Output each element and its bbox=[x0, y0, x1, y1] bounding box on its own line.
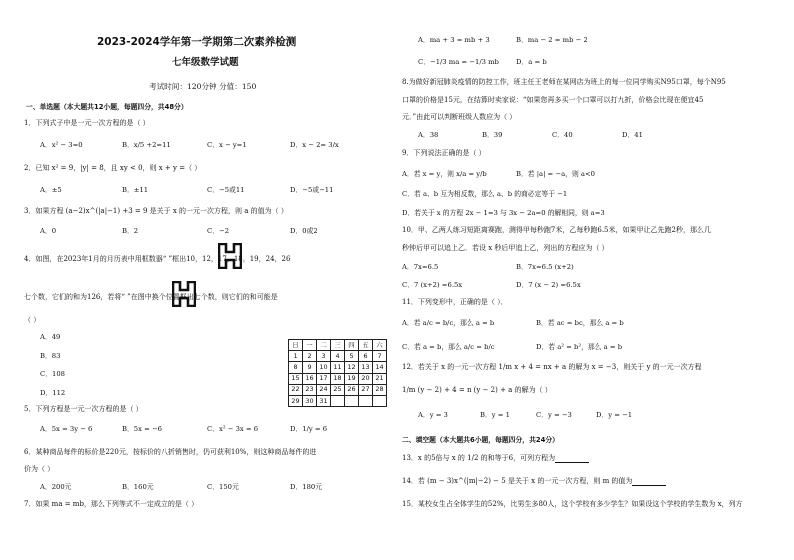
calendar-cell: 7 bbox=[373, 351, 387, 362]
q2-option-a: A．±5 bbox=[40, 186, 62, 194]
q5-option-b: B．5x = −6 bbox=[122, 425, 162, 433]
question-2: 2．已知 x² = 9，|y| = 8，且 xy < 0，则 x + y =（ ） bbox=[24, 164, 202, 172]
q7-option-d: D．a = b bbox=[516, 58, 547, 66]
calendar-cell: 18 bbox=[331, 373, 345, 384]
q9-option-b: B．若 |a| = −a，则 a<0 bbox=[516, 170, 595, 178]
calendar-cell: 13 bbox=[359, 362, 373, 373]
q1-option-a: A．x² − 3=0 bbox=[40, 141, 83, 149]
calendar-cell: 27 bbox=[359, 384, 373, 395]
calendar-cell: 3 bbox=[317, 351, 331, 362]
calendar-cell: 17 bbox=[317, 373, 331, 384]
calendar-cell: 1 bbox=[289, 351, 303, 362]
q4-option-d: D．112 bbox=[40, 389, 66, 397]
calendar-cell: 23 bbox=[303, 384, 317, 395]
q6-option-b: B．160元 bbox=[122, 483, 154, 491]
answer-blank-13[interactable] bbox=[555, 455, 589, 463]
calendar-cell: 14 bbox=[373, 362, 387, 373]
calendar-row bbox=[289, 351, 387, 362]
calendar-cell: 22 bbox=[289, 384, 303, 395]
frame-shape-icon bbox=[218, 243, 242, 269]
calendar-cell: 6 bbox=[359, 351, 373, 362]
left-column bbox=[22, 0, 387, 560]
calendar-header-cell: 五 bbox=[359, 340, 373, 351]
q8-option-c: C．40 bbox=[552, 131, 573, 139]
q9-option-a: A．若 x = y，则 x/a = y/b bbox=[402, 170, 487, 178]
calendar-cell: 30 bbox=[303, 395, 317, 406]
calendar-cell: 11 bbox=[331, 362, 345, 373]
q8-option-a: A．38 bbox=[418, 131, 439, 139]
calendar-cell: 12 bbox=[345, 362, 359, 373]
q4-option-c: C．108 bbox=[40, 370, 65, 378]
q4-option-b: B．83 bbox=[40, 352, 61, 360]
q7-option-b: B．ma − 2 = mb − 2 bbox=[516, 36, 588, 44]
q7-option-c: C．−1/3 ma = −1/3 mb bbox=[418, 58, 499, 66]
calendar-cell: 2 bbox=[303, 351, 317, 362]
q10-option-b: B．7x=6.5 (x+2) bbox=[516, 263, 574, 271]
calendar-cell: 8 bbox=[289, 362, 303, 373]
calendar-cell: 24 bbox=[317, 384, 331, 395]
q1-option-d: D．x − 2= 3/x bbox=[290, 141, 339, 149]
question-12-line1: 12．若关于 x 的一元一次方程 1/m x + 4 = nx + a 的解为 x = −3，则关于 y 的一元一次方程 bbox=[402, 363, 702, 371]
question-1: 1．下列式子中是一元一次方程的是（ ） bbox=[24, 119, 150, 127]
calendar-row bbox=[289, 384, 387, 395]
q1-option-c: C．x − y=1 bbox=[207, 141, 247, 149]
q7-option-a: A．ma + 3 = mb + 3 bbox=[418, 36, 490, 44]
question-10-line1: 10．甲、乙两人练习短距离赛跑，测得甲每秒跑7米，乙每秒跑6.5米，如果甲让乙先跑2秒，那么几 bbox=[402, 226, 711, 234]
question-11: 11．下列变形中，正确的是（ ）． bbox=[402, 298, 508, 306]
question-5: 5．下列方程是一元一次方程的是（ ） bbox=[24, 405, 143, 413]
calendar-header-cell: 三 bbox=[331, 340, 345, 351]
q12-option-b: B．y = 1 bbox=[480, 411, 510, 419]
question-10-line2: 秒钟后甲可以追上乙．若设 x 秒后甲追上乙，列出的方程应为（ ） bbox=[402, 244, 609, 252]
q12-option-c: C．y = −3 bbox=[536, 411, 572, 419]
question-4-line1: 4．如图，在2023年1月的月历表中用框数器“ ”框出10，12，17，18，19，24，26 bbox=[24, 255, 291, 263]
q3-option-c: C．−2 bbox=[207, 227, 230, 235]
calendar-header-row bbox=[289, 340, 387, 351]
q1-option-b: B．x/5 +2=11 bbox=[122, 141, 171, 149]
question-13-text: 13．x 的5倍与 x 的 1/2 的和等于6，可列方程为 bbox=[402, 454, 556, 462]
q12-option-a: A．y = 3 bbox=[418, 411, 448, 419]
q8-option-d: D．41 bbox=[622, 131, 643, 139]
calendar-row bbox=[289, 373, 387, 384]
question-6-line2: 价为（ ） bbox=[24, 465, 55, 473]
section-choice-heading: 一、单选题（本大题共12小题，每题四分，共48分） bbox=[26, 103, 188, 111]
q5-option-d: D．1/y = 6 bbox=[290, 425, 328, 433]
calendar-cell bbox=[331, 395, 345, 406]
exam-subtitle: 七年级数学试题 bbox=[172, 57, 239, 68]
answer-blank-14[interactable] bbox=[632, 478, 666, 486]
q10-option-c: C．7 (x+2) =6.5x bbox=[402, 281, 463, 289]
q5-option-a: A．5x = 3y − 6 bbox=[40, 425, 93, 433]
calendar-cell: 5 bbox=[345, 351, 359, 362]
calendar-cell: 19 bbox=[345, 373, 359, 384]
section-fill-heading: 二、填空题（本大题共6小题，每题四分，共24分） bbox=[402, 436, 559, 444]
question-15: 15．某校女生占全体学生的52%，比男生多80人，这个学校有多少学生？如果设这个学校的学生数为 x，列方 bbox=[402, 500, 743, 508]
calendar-cell: 29 bbox=[289, 395, 303, 406]
calendar-cell: 20 bbox=[359, 373, 373, 384]
calendar-table bbox=[288, 339, 387, 407]
q3-option-b: B．2 bbox=[122, 227, 139, 235]
calendar-body bbox=[289, 351, 387, 407]
q2-option-b: B．±11 bbox=[122, 186, 149, 194]
q5-option-c: C．x² − 3x = 6 bbox=[207, 425, 259, 433]
question-8-line1: 8.为做好新冠肺炎疫情的防控工作，班主任王老师在某网店为班上的每一位同学购买N95口罩，每个N95 bbox=[402, 78, 726, 86]
question-4-paren: （ ） bbox=[24, 316, 41, 324]
question-9: 9．下列说法正确的是（ ） bbox=[402, 149, 486, 157]
q6-option-d: D．180元 bbox=[290, 483, 323, 491]
q11-option-c: C．若 a = b，那么 a/c = b/c bbox=[402, 343, 495, 351]
question-7: 7．如果 ma = mb，那么下列等式不一定成立的是（ ） bbox=[24, 500, 199, 508]
right-column bbox=[402, 0, 776, 560]
q11-option-a: A．若 a/c = b/c，那么 a = b bbox=[402, 319, 495, 327]
calendar-cell bbox=[359, 395, 373, 406]
calendar-cell: 16 bbox=[303, 373, 317, 384]
q6-option-a: A．200元 bbox=[40, 483, 72, 491]
calendar-header-cell: 一 bbox=[303, 340, 317, 351]
question-6-line1: 6．某种商品每件的标价是220元，按标价的八折销售时，仍可获利10%，则这种商品每件的进 bbox=[24, 448, 317, 456]
exam-info: 考试时间：120分钟 分值：150 bbox=[149, 82, 257, 91]
question-3: 3．如果方程 (a−2)x^(|a|−1) +3 = 9 是关于 x 的一元一次方程，则 a 的值为（ ） bbox=[24, 207, 288, 215]
calendar-header-cell: 二 bbox=[317, 340, 331, 351]
question-14 bbox=[402, 477, 666, 486]
calendar-cell: 9 bbox=[303, 362, 317, 373]
q2-option-c: C．−5或11 bbox=[207, 186, 245, 194]
calendar-cell bbox=[373, 395, 387, 406]
calendar-cell: 25 bbox=[331, 384, 345, 395]
question-8-line3: 元．”由此可以判断班级人数应为（ ） bbox=[402, 113, 517, 121]
q9-option-c: C．若 a、b 互为相反数，那么 a、b 的商必定等于 −1 bbox=[402, 190, 568, 198]
question-8-line2: 口罩的价格是15元，在结算时卖家说：“如果您再多买一个口罩可以打九折，价格会比现在便宜45 bbox=[402, 96, 704, 104]
calendar-row bbox=[289, 362, 387, 373]
calendar-cell: 4 bbox=[331, 351, 345, 362]
calendar-row bbox=[289, 395, 387, 406]
q6-option-c: C．150元 bbox=[207, 483, 239, 491]
question-12-line2: 1/m (y − 2) + 4 = n (y − 2) + a 的解为（ ） bbox=[402, 386, 552, 394]
question-13 bbox=[402, 454, 589, 463]
question-4-line2: 七个数，它们的和为126，若将“ ”在图中换个位置框出七个数，则它们的和可能是 bbox=[24, 293, 278, 301]
q3-option-a: A．0 bbox=[40, 227, 57, 235]
q12-option-d: D．y = −1 bbox=[596, 411, 633, 419]
exam-title: 2023-2024学年第一学期第二次素养检测 bbox=[97, 36, 297, 48]
q10-option-d: D．7 (x − 2) =6.5x bbox=[516, 281, 581, 289]
calendar-header-cell: 六 bbox=[373, 340, 387, 351]
calendar-cell: 28 bbox=[373, 384, 387, 395]
calendar-header-cell: 日 bbox=[289, 340, 303, 351]
q9-option-d: D．若关于 x 的方程 2x − 1=3 与 3x − 2a=0 的解相同，则 a=3 bbox=[402, 209, 605, 217]
calendar-cell: 10 bbox=[317, 362, 331, 373]
q3-option-d: D．0或2 bbox=[290, 227, 318, 235]
q11-option-d: D．若 a² = b²，那么 a = b bbox=[536, 343, 623, 351]
q8-option-b: B．39 bbox=[482, 131, 503, 139]
calendar-header-cell: 四 bbox=[345, 340, 359, 351]
q11-option-b: B．若 ac = bc，那么 a = b bbox=[536, 319, 624, 327]
calendar-cell bbox=[345, 395, 359, 406]
question-14-text: 14．若 (m − 3)x^(|m|−2) − 5 是关于 x 的一元一次方程，则 m 的值为 bbox=[402, 477, 633, 485]
q2-option-d: D．−5或−11 bbox=[290, 186, 334, 194]
calendar-cell: 31 bbox=[317, 395, 331, 406]
frame-shape-icon-2 bbox=[172, 281, 196, 307]
calendar-cell: 15 bbox=[289, 373, 303, 384]
q10-option-a: A．7x=6.5 bbox=[402, 263, 439, 271]
calendar-cell: 26 bbox=[345, 384, 359, 395]
q4-option-a: A．49 bbox=[40, 333, 61, 341]
calendar-cell: 21 bbox=[373, 373, 387, 384]
